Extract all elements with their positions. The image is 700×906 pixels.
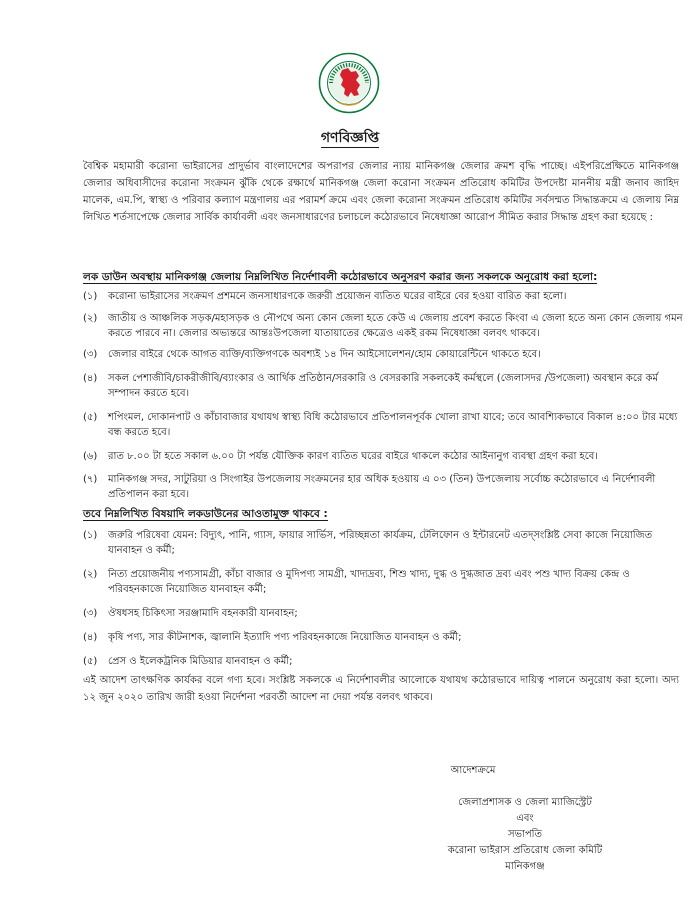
list-item: (৩) জেলার বাইরে থেকে আগত ব্যক্তি/ব্যক্তিগণকে অবশ্যই ১৪ দিন আইসোলেশন/হোম কোয়ারেন্টিনে থাকতে হবে। [83, 349, 541, 360]
government-seal-icon [318, 52, 380, 114]
list-item: (৪) কৃষি পণ্য, সার কীটনাশক, জ্বালানি ইত্যাদি পণ্য পরিবহনকাজে নিয়োজিত যানবাহন ও কর্মী; [83, 632, 462, 643]
signatory-conjunction: এবং [516, 813, 534, 824]
closing-paragraph: এই আদেশ তাৎক্ষণিক কার্যকর বলে গণ্য হবে। সংশ্লিষ্ট সকলকে এ নির্দেশাবলীর আলোকে যথাযথ কঠোরভাবে দায়িত্ব পালনে অনুরোধ করা হলো। অদ্য ১২ জুন ২০২০ তারিখ জারী হওয়া নির্দেশনা পরবর্তী আদেশ না দেয়া পর্যন্ত বলবৎ থাকবে। [83, 675, 679, 703]
list-item: (৩) ঔষধসহ চিকিৎসা সরঞ্জামাদি বহনকারী যানবাহন; [83, 608, 298, 619]
lockdown-instructions-list [83, 289, 683, 502]
list-item: (২) নিত্য প্রয়োজনীয় পণ্যসামগ্রী, কাঁচা বাজার ও মুদিপণ্য সামগ্রী, খাদ্যদ্রব্য, শিশু খাদ্য, দুগ্ধ ও দুগ্ধজাত দ্রব্য এবং পশু খাদ্য বিক্রয় কেন্দ্র ও পরিবহনকাজে নিয়োজিত যানবাহন কর্মী; [83, 569, 630, 595]
list-item: (৫) শপিংমল, দোকানপাট ও কাঁচাবাজার যথাযথ স্বাস্থ্য বিধি কঠোরভাবে প্রতিপালনপূর্বক খোলা রাখা যাবে; তবে আবশ্যিকভাবে বিকাল ৪:০০ টার মধ্যে বন্ধ করতে হবে। [83, 412, 678, 438]
exemptions-list [83, 528, 683, 669]
signature-block [420, 795, 630, 875]
notice-title: গণবিজ্ঞপ্তি [320, 130, 380, 146]
list-item: (১) করোনা ভাইরাসের সংক্রমণ প্রশমনে জনসাধারণকে জরুরী প্রয়োজন ব্যতিত ঘরের বাইরে বের হওয়া বারিত করা হলো। [83, 291, 567, 302]
list-item: (৭) মানিকগঞ্জ সদর, সাটুরিয়া ও সিংগাইর উপজেলায় সংক্রমনের হার অধিক হওয়ায় এ ০৩ (তিন) উপজেলায় সর্বোচ্চ কঠোরভাবে এ নির্দেশাবলী প্রতিপালন করা হবে। [83, 474, 656, 500]
signatory-designation: জেলাপ্রশাসক ও জেলা ম্যাজিস্ট্রেট [458, 797, 592, 808]
intro-paragraph: বৈশ্বিক মহামারী করোনা ভাইরাসের প্রাদুর্ভাব বাংলাদেশের অপরাপর জেলার ন্যায় মানিকগঞ্জ জেলার ক্রমশ বৃদ্ধি পাচ্ছে। এইপরিপ্রেক্ষিতে মানিকগঞ্জ জেলার অধিবাসীদের করোনা সংক্রমন ঝুঁকি থেকে রক্ষার্থে মানিকগঞ্জ জেলা করোনা সংক্রমন প্রতিরোধ কমিটির উপদেষ্টা মাননীয় মন্ত্রী জনাব জাহিদ মালেক, এম.পি, স্বাস্থ্য ও পরিবার কল্যাণ মন্ত্রণালয় এর পরামর্শ ক্রমে এবং জেলা করোনা সংক্রমন প্রতিরোধ কমিটির সর্বসম্মত সিদ্ধান্তক্রমে এ জেলায় নিম্ন লিখিত শর্তসাপেক্ষে জেলার সার্বিক কার্যাবলী এবং জনসাধারণের চলাচলে কঠোরভাবে নিষেধাজ্ঞা আরোপ সীমিত করার সিদ্ধান্ত গ্রহণ করা হয়েছে : [83, 161, 679, 223]
signatory-role: সভাপতি [507, 829, 543, 840]
list-item: (২) জাতীয় ও আঞ্চলিক সড়ক/মহাসড়ক ও নৌপথে অন্য কোন জেলা হতে কেউ এ জেলায় প্রবেশ করতে কিংবা এ জেলা হতে অন্য কোন জেলায় গমন করতে পারবে না। জেলার অভ্যন্তরে আন্তঃউপজেলা যাতায়াতের ক্ষেত্রেও একই রকম নিষেধাজ্ঞা বলবৎ থাকবে। [83, 313, 683, 339]
list-item: (৫) প্রেস ও ইলেকট্রনিক মিডিয়ার যানবাহন ও কর্মী; [83, 656, 293, 667]
lockdown-instructions-heading: লক ডাউন অবস্থায় মানিকগঞ্জ জেলায় নিম্নলিখিত নির্দেশাবলী কঠোরভাবে অনুসরণ করার জন্য সকলকে অনুরোধ করা হলো: [83, 271, 598, 283]
list-item: (৬) রাত ৮.০০ টা হতে সকাল ৬.০০ টা পর্যন্ত যৌক্তিক কারণ ব্যতিত ঘরের বাইরে থাকলে কঠোর আইনানুগ ব্যবস্থা গ্রহণ করা হবে। [83, 451, 598, 462]
committee-name: করোনা ভাইরাস প্রতিরোধ জেলা কমিটি [447, 845, 603, 856]
exemptions-heading: তবে নিম্নলিখিত বিষয়াদি লকডাউনের আওতামুক্ত থাকবে : [83, 508, 328, 520]
list-item: (১) জরুরি পরিষেবা যেমন: বিদ্যুৎ, পানি, গ্যাস, ফায়ার সার্ভিস, পরিচ্ছন্নতা কার্যক্রম, টেলিফোন ও ইন্টারনেট এতদ্সংশ্লিষ্ট সেবা কাজে নিয়োজিত যানবাহন ও কর্মী; [83, 530, 653, 556]
district-name: মানিকগঞ্জ [505, 861, 545, 872]
order-line: আদেশক্রমে [450, 765, 496, 776]
list-item: (৪) সকল পেশাজীবি/চাকরীজীবি/ব্যাংকার ও আর্থিক প্রতিষ্ঠান/সরকারি ও বেসরকারি সকলকেই কর্মস্থলে (জেলাসদর /উপজেলা) অবস্থান করে কর্ম সম্পাদন করতে হবে। [83, 373, 659, 399]
